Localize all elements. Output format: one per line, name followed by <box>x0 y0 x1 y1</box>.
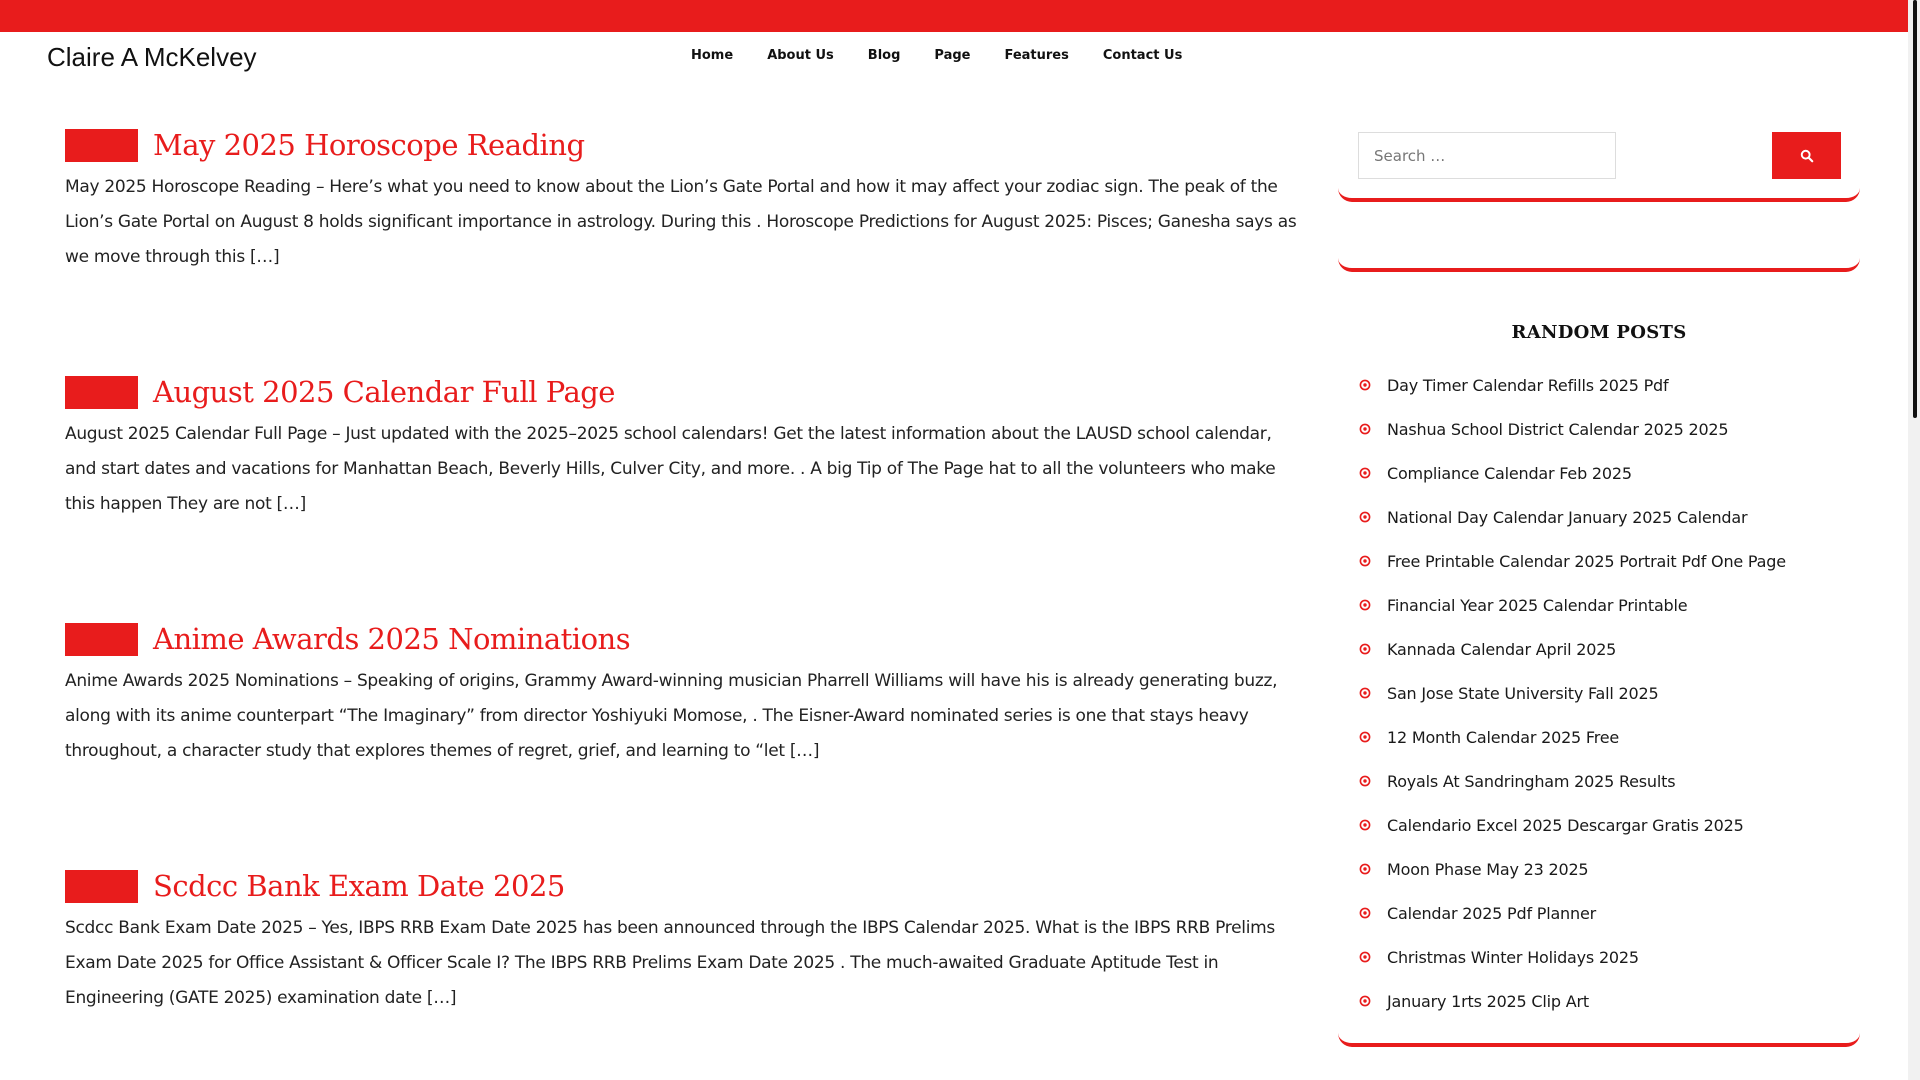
scrollbar-thumb[interactable] <box>1913 0 1917 418</box>
random-post-item <box>1338 715 1860 759</box>
post-card <box>65 867 1295 1080</box>
random-post-link[interactable]: January 1rts 2025 Clip Art <box>1387 991 1589 1011</box>
circle-dot-icon <box>1359 599 1371 611</box>
search-icon <box>1800 149 1814 163</box>
nav-contact-us[interactable]: Contact Us <box>1102 48 1183 63</box>
post-card <box>65 126 1295 373</box>
random-posts-widget <box>1338 322 1860 1047</box>
random-post-link[interactable]: Financial Year 2025 Calendar Printable <box>1387 595 1688 615</box>
circle-dot-icon <box>1359 907 1371 919</box>
circle-dot-icon <box>1359 951 1371 963</box>
post-header <box>65 373 1295 411</box>
random-post-item <box>1338 363 1860 407</box>
circle-dot-icon <box>1359 423 1371 435</box>
random-post-link[interactable]: Compliance Calendar Feb 2025 <box>1387 463 1632 483</box>
post-card <box>65 373 1295 620</box>
site-title[interactable]: Claire A McKelvey <box>47 42 257 72</box>
random-post-link[interactable]: San Jose State University Fall 2025 <box>1387 683 1659 703</box>
random-post-item <box>1338 671 1860 715</box>
random-post-link[interactable]: Christmas Winter Holidays 2025 <box>1387 947 1639 967</box>
post-tag-block <box>65 129 138 162</box>
post-tag-block <box>65 870 138 903</box>
random-post-link[interactable]: 12 Month Calendar 2025 Free <box>1387 727 1620 747</box>
nav-blog[interactable]: Blog <box>867 48 901 63</box>
random-post-item <box>1338 891 1860 935</box>
random-post-item <box>1338 759 1860 803</box>
random-post-link[interactable]: Day Timer Calendar Refills 2025 Pdf <box>1387 375 1669 395</box>
post-excerpt: Anime Awards 2025 Nominations – Speaking of origins, Grammy Award-winning musician Pharrell Williams will have his is already generating buzz, along with its anime counterpart “The Imaginary” from director Yoshiyuki Momose, . The Eisner-Award nominated series is one that stays heavy throughout, a character study that explores themes of regret, grief, and learning to “let […] <box>65 671 1278 761</box>
random-post-link[interactable]: Kannada Calendar April 2025 <box>1387 639 1617 659</box>
post-header <box>65 126 1295 164</box>
post-excerpt: May 2025 Horoscope Reading – Here’s what you need to know about the Lion’s Gate Portal and how it may affect your zodiac sign. The peak of the Lion’s Gate Portal on August 8 holds significant importance in astrology. During this . Horoscope Predictions for August 2025: Pisces; Ganesha says as we move through this […] <box>65 177 1297 267</box>
random-posts-title: RANDOM POSTS <box>1511 322 1687 343</box>
random-posts-list <box>1338 363 1860 1023</box>
post-title-link[interactable]: Anime Awards 2025 Nominations <box>153 622 631 656</box>
random-post-item <box>1338 495 1860 539</box>
random-post-item <box>1338 847 1860 891</box>
random-post-link[interactable]: Calendario Excel 2025 Descargar Gratis 2025 <box>1387 815 1744 835</box>
post-list <box>65 126 1295 1080</box>
random-post-item <box>1338 979 1860 1023</box>
circle-dot-icon <box>1359 555 1371 567</box>
circle-dot-icon <box>1359 775 1371 787</box>
post-title-link[interactable]: Scdcc Bank Exam Date 2025 <box>153 869 565 903</box>
post-tag-block <box>65 623 138 656</box>
random-post-link[interactable]: Moon Phase May 23 2025 <box>1387 859 1589 879</box>
post-tag-block <box>65 376 138 409</box>
site-header <box>0 32 1908 80</box>
top-accent-bar <box>0 0 1908 32</box>
circle-dot-icon <box>1359 643 1371 655</box>
circle-dot-icon <box>1359 731 1371 743</box>
search-input[interactable] <box>1358 132 1616 179</box>
random-post-link[interactable]: Nashua School District Calendar 2025 2025 <box>1387 419 1729 439</box>
random-post-item <box>1338 407 1860 451</box>
random-post-link[interactable]: Calendar 2025 Pdf Planner <box>1387 903 1596 923</box>
post-header <box>65 620 1295 658</box>
random-post-item <box>1338 627 1860 671</box>
sidebar <box>1338 132 1860 1047</box>
circle-dot-icon <box>1359 511 1371 523</box>
nav-features[interactable]: Features <box>1004 48 1069 63</box>
random-post-item <box>1338 803 1860 847</box>
random-post-link[interactable]: National Day Calendar January 2025 Calendar <box>1387 507 1748 527</box>
random-post-item <box>1338 583 1860 627</box>
post-excerpt: August 2025 Calendar Full Page – Just updated with the 2025–2025 school calendars! Get the latest information about the LAUSD school calendar, and start dates and vacations for Manhattan Beach, Beverly Hills, Culver City, and more. . A big Tip of The Page hat to all the volunteers who make this happen They are not […] <box>65 424 1276 514</box>
main-nav <box>691 48 1216 63</box>
post-header <box>65 867 1295 905</box>
search-widget <box>1338 132 1860 202</box>
nav-about-us[interactable]: About Us <box>767 48 834 63</box>
scrollbar[interactable] <box>1908 0 1920 1080</box>
circle-dot-icon <box>1359 819 1371 831</box>
post-card <box>65 620 1295 867</box>
circle-dot-icon <box>1359 995 1371 1007</box>
random-post-link[interactable]: Royals At Sandringham 2025 Results <box>1387 771 1676 791</box>
post-title-link[interactable]: August 2025 Calendar Full Page <box>153 375 615 409</box>
random-post-item <box>1338 451 1860 495</box>
random-post-item <box>1338 935 1860 979</box>
nav-page[interactable]: Page <box>934 48 971 63</box>
post-title-link[interactable]: May 2025 Horoscope Reading <box>153 128 585 162</box>
circle-dot-icon <box>1359 863 1371 875</box>
search-button[interactable] <box>1772 132 1841 179</box>
empty-widget <box>1338 202 1860 272</box>
random-post-link[interactable]: Free Printable Calendar 2025 Portrait Pdf One Page <box>1387 551 1786 571</box>
circle-dot-icon <box>1359 467 1371 479</box>
circle-dot-icon <box>1359 687 1371 699</box>
nav-home[interactable]: Home <box>691 48 734 63</box>
post-excerpt: Scdcc Bank Exam Date 2025 – Yes, IBPS RRB Exam Date 2025 has been announced through the IBPS Calendar 2025. What is the IBPS RRB Prelims Exam Date 2025 for Office Assistant & Officer Scale I? The IBPS RRB Prelims Exam Date 2025 . The much-awaited Graduate Aptitude Test in Engineering (GATE 2025) examination date […] <box>65 918 1275 1008</box>
circle-dot-icon <box>1359 379 1371 391</box>
random-post-item <box>1338 539 1860 583</box>
